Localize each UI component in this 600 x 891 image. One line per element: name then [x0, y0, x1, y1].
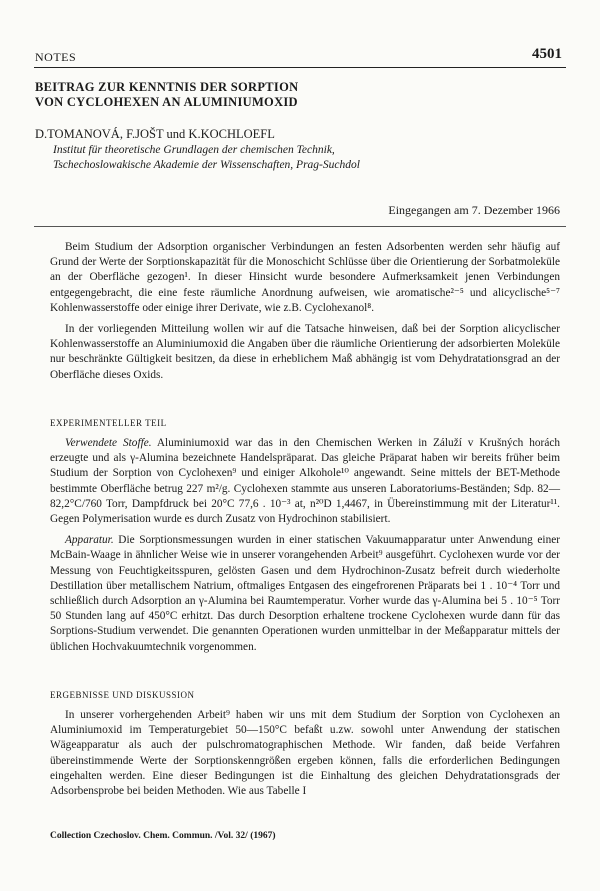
results-heading: ERGEBNISSE UND DISKUSSION [50, 690, 195, 700]
apparatus-paragraph [50, 533, 560, 655]
title-line-2: VON CYCLOHEXEN AN ALUMINIUMOXID [35, 95, 298, 109]
affiliation-line-2: Tschechoslowakische Akademie der Wissenschaften, Prag-Suchdol [53, 159, 360, 171]
received-date: Eingegangen am 7. Dezember 1966 [388, 203, 560, 217]
header-rule [34, 67, 566, 68]
title-line-1: BEITRAG ZUR KENNTNIS DER SORPTION [35, 80, 299, 94]
experimental-section [50, 436, 560, 655]
journal-footer: Collection Czechoslov. Chem. Commun. /Vol. 32/ (1967) [50, 831, 276, 841]
materials-label: Verwendete Stoffe. [65, 437, 152, 449]
affiliation [53, 143, 573, 173]
authors: D.TOMANOVÁ, F.JOŠT und K.KOCHLOEFL [35, 127, 275, 141]
results-paragraph-1: In unserer vorhergehenden Arbeit⁹ haben wir uns mit dem Studium der Sorption von Cyclohexen an Aluminiumoxid im Temperaturgebiet 50—150°C befaßt u.zw. sowohl unter Anwendung der statischen Wägeapparatur als auch der pulschromatographischen Methode. Wir fanden, daß beide Verfahren übereinstimmende Werte der Sorptionskenngrößen ergeben können, falls die erforderlichen Bedingungen eingehalten werden. Eine dieser Bedingungen ist die Einhaltung des gleichen Dehydratationsgrads der Adsorbensprobe bei beiden Methoden. Wie aus Tabelle I [50, 709, 560, 798]
affiliation-line-1: Institut für theoretische Grundlagen der chemischen Technik, [53, 144, 335, 156]
materials-text: Aluminiumoxid war das in den Chemischen Werken in Záluží v Krušných horách erzeugte und als γ-Alumina bezeichnete Handelspräparat. Das gleiche Präparat haben wir bereits früher beim Studium der Sorption von Cyclohexen⁹ und einiger Alkohole¹⁰ angewandt. Seine mittels der BET-Methode bestimmte Oberfläche betrug 227 m²/g. Cyclohexen stammte aus unseren Laboratoriums-Beständen; Sdp. 82—82,2°C/760 Torr, Dampfdruck bei 20°C 77,6 . 10⁻³ at, n²⁰D 1,4467, in Übereinstimmung mit der Literatur¹¹. Gegen Polymerisation wurde es durch Zusatz von Hydrochinon stabilisiert. [50, 437, 560, 526]
results-section [50, 708, 560, 799]
intro-paragraph-1: Beim Studium der Adsorption organischer Verbindungen an festen Adsorbenten werden sehr häufig auf Grund der Werte der Sorptionskapazität für die Monoschicht Schlüsse über die Orientierung der Sorbatmoleküle an der Oberfläche gezogen¹. In dieser Hinsicht wurde besondere Aufmerksamkeit jenen Verbindungen entgegengebracht, die eine feste räumliche Anordnung aufweisen, wie aromatische²⁻⁵ und alicyclische⁵⁻⁷ Kohlenwasserstoffe oder einige ihrer Derivate, wie z.B. Cyclohexanol⁸. [50, 241, 560, 314]
apparatus-label: Apparatur. [65, 534, 114, 547]
experimental-heading: EXPERIMENTELLER TEIL [50, 418, 167, 428]
article-title [35, 80, 555, 110]
running-head: NOTES [35, 50, 77, 64]
page-number: 4501 [532, 46, 562, 62]
body-rule [34, 226, 566, 227]
introduction [50, 240, 560, 383]
materials-paragraph [50, 436, 560, 527]
intro-paragraph-2: In der vorliegenden Mitteilung wollen wir auf die Tatsache hinweisen, daß bei der Sorption alicyclischer Kohlenwasserstoffe an Aluminiumoxid die Angaben über die räumliche Orientierung der adsorbierten Moleküle nur beschränkte Gültigkeit besitzen, da diese in erheblichem Maß abhängig ist vom Dehydratationsgrad an der Oberfläche dieses Oxids. [50, 323, 560, 381]
apparatus-text: Die Sorptionsmessungen wurden in einer statischen Vakuumapparatur unter Anwendung einer McBain-Waage in ähnlicher Weise wie in unserer vorangehenden Arbeit⁹ ausgeführt. Cyclohexen wurde vor der Messung von Feuchtigkeitsspuren, gelösten Gasen und dem Hydrochinon-Zusatz befreit durch wiederholte Destillation über metallischem Natrium, oftmaliges Entgasen des eingefrorenen Präparats bei 1 . 10⁻⁴ Torr und schließlich durch Adsorption an γ-Alumina bei Raumtemperatur. Vorher wurde das γ-Alumina bei 5 . 10⁻⁵ Torr 50 Stunden lang auf 450°C erhitzt. Das durch Desorption erhaltene trockene Cyclohexen wurde dann für das Sorptions-Studium verwendet. Die genannten Operationen wurden unmittelbar in der Meßapparatur mittels der üblichen Hochvakuumtechnik vorgenommen. [50, 534, 560, 653]
